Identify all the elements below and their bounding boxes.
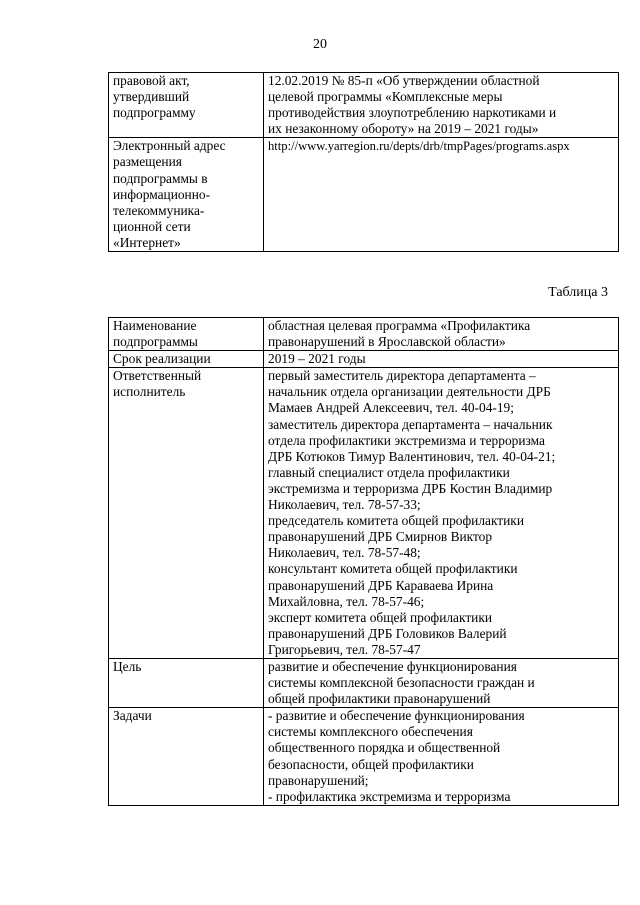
cell-text: правонарушений;	[268, 772, 369, 788]
cell-text: 2019 – 2021 годы	[268, 351, 366, 367]
cell-text: развитие и обеспечение функционирования	[268, 658, 517, 674]
row-value-cell	[264, 318, 619, 351]
row-value-cell	[264, 73, 619, 138]
cell-text: 12.02.2019 № 85-п «Об утверждении областной	[268, 73, 540, 88]
cell-text: Михайловна, тел. 78-57-46;	[268, 593, 425, 609]
cell-text: - профилактика экстремизма и терроризма	[268, 788, 511, 804]
cell-text: Ответственный	[113, 368, 202, 384]
top-table	[108, 72, 619, 252]
table-row	[109, 708, 619, 806]
table-row	[109, 138, 619, 252]
table-row	[109, 368, 619, 659]
cell-text: подпрограммы	[113, 334, 198, 350]
cell-text: размещения	[113, 154, 182, 170]
cell-text: начальник отдела организации деятельности ДРБ	[268, 384, 551, 400]
row-value-cell	[264, 658, 619, 707]
cell-text: ционной сети	[113, 218, 191, 234]
cell-text: информационно-	[113, 186, 211, 202]
cell-text: Николаевич, тел. 78-57-33;	[268, 497, 421, 513]
row-label-cell	[109, 368, 264, 659]
cell-text: эксперт комитета общей профилактики	[268, 609, 493, 625]
table-row	[109, 318, 619, 351]
row-label-cell	[109, 708, 264, 806]
cell-text: - развитие и обеспечение функционирования	[268, 708, 525, 724]
cell-text: председатель комитета общей профилактики	[268, 513, 524, 529]
cell-text: «Интернет»	[113, 234, 181, 250]
table-caption: Таблица 3	[548, 285, 608, 300]
table-3	[108, 317, 619, 806]
cell-text: областная целевая программа «Профилактика	[268, 318, 531, 333]
cell-text: правонарушений в Ярославской области»	[268, 334, 506, 350]
cell-text: утвердивший	[113, 89, 190, 105]
cell-text: ДРБ Котюков Тимур Валентинович, тел. 40-04-21;	[268, 448, 556, 464]
cell-text: телекоммуника-	[113, 202, 205, 218]
cell-text: Наименование	[113, 318, 197, 333]
cell-text: системы комплексного обеспечения	[268, 724, 473, 740]
cell-text: отдела профилактики экстремизма и терроризма	[268, 432, 545, 448]
cell-text: целевой программы «Комплексные меры	[268, 89, 503, 105]
cell-text: заместитель директора департамента – начальник	[268, 416, 553, 432]
cell-text: общей профилактики правонарушений	[268, 691, 491, 707]
cell-text: безопасности, общей профилактики	[268, 756, 474, 772]
row-label-cell	[109, 138, 264, 252]
cell-text: подпрограммы в	[113, 170, 208, 186]
row-value-cell	[264, 368, 619, 659]
cell-text: исполнитель	[113, 384, 186, 400]
cell-text: Николаевич, тел. 78-57-48;	[268, 545, 421, 561]
cell-text: консультант комитета общей профилактики	[268, 561, 518, 577]
row-label-cell	[109, 658, 264, 707]
cell-text: их незаконному обороту» на 2019 – 2021 годы»	[268, 121, 539, 137]
cell-text: общественного порядка и общественной	[268, 740, 501, 756]
row-value-cell	[264, 708, 619, 806]
cell-text: Григорьевич, тел. 78-57-47	[268, 641, 421, 657]
cell-text: правовой акт,	[113, 73, 190, 88]
cell-text: подпрограмму	[113, 105, 196, 121]
cell-text: правонарушений ДРБ Смирнов Виктор	[268, 529, 493, 545]
row-label-cell	[109, 73, 264, 138]
cell-text: Электронный адрес	[113, 138, 226, 154]
row-label-cell	[109, 318, 264, 351]
cell-text: правонарушений ДРБ Головиков Валерий	[268, 625, 507, 641]
cell-text: Цель	[113, 658, 142, 674]
cell-text: правонарушений ДРБ Караваева Ирина	[268, 577, 494, 593]
page-number: 20	[313, 37, 327, 52]
row-label-cell	[109, 351, 264, 368]
cell-text: системы комплексной безопасности граждан и	[268, 675, 535, 691]
table-row	[109, 351, 619, 368]
cell-text: Срок реализации	[113, 351, 211, 367]
row-value-cell	[264, 351, 619, 368]
cell-text: главный специалист отдела профилактики	[268, 464, 510, 480]
cell-text: противодействия злоупотреблению наркотиками и	[268, 105, 557, 121]
cell-text: Мамаев Андрей Алексеевич, тел. 40-04-19;	[268, 400, 514, 416]
cell-text: экстремизма и терроризма ДРБ Костин Владимир	[268, 480, 553, 496]
program-url-link[interactable]: http://www.yarregion.ru/depts/drb/tmpPages/programs.aspx	[268, 139, 570, 154]
cell-text: Задачи	[113, 708, 152, 724]
table-row	[109, 658, 619, 707]
table-row	[109, 73, 619, 138]
cell-text: первый заместитель директора департамента –	[268, 368, 536, 384]
row-value-cell	[264, 138, 619, 252]
